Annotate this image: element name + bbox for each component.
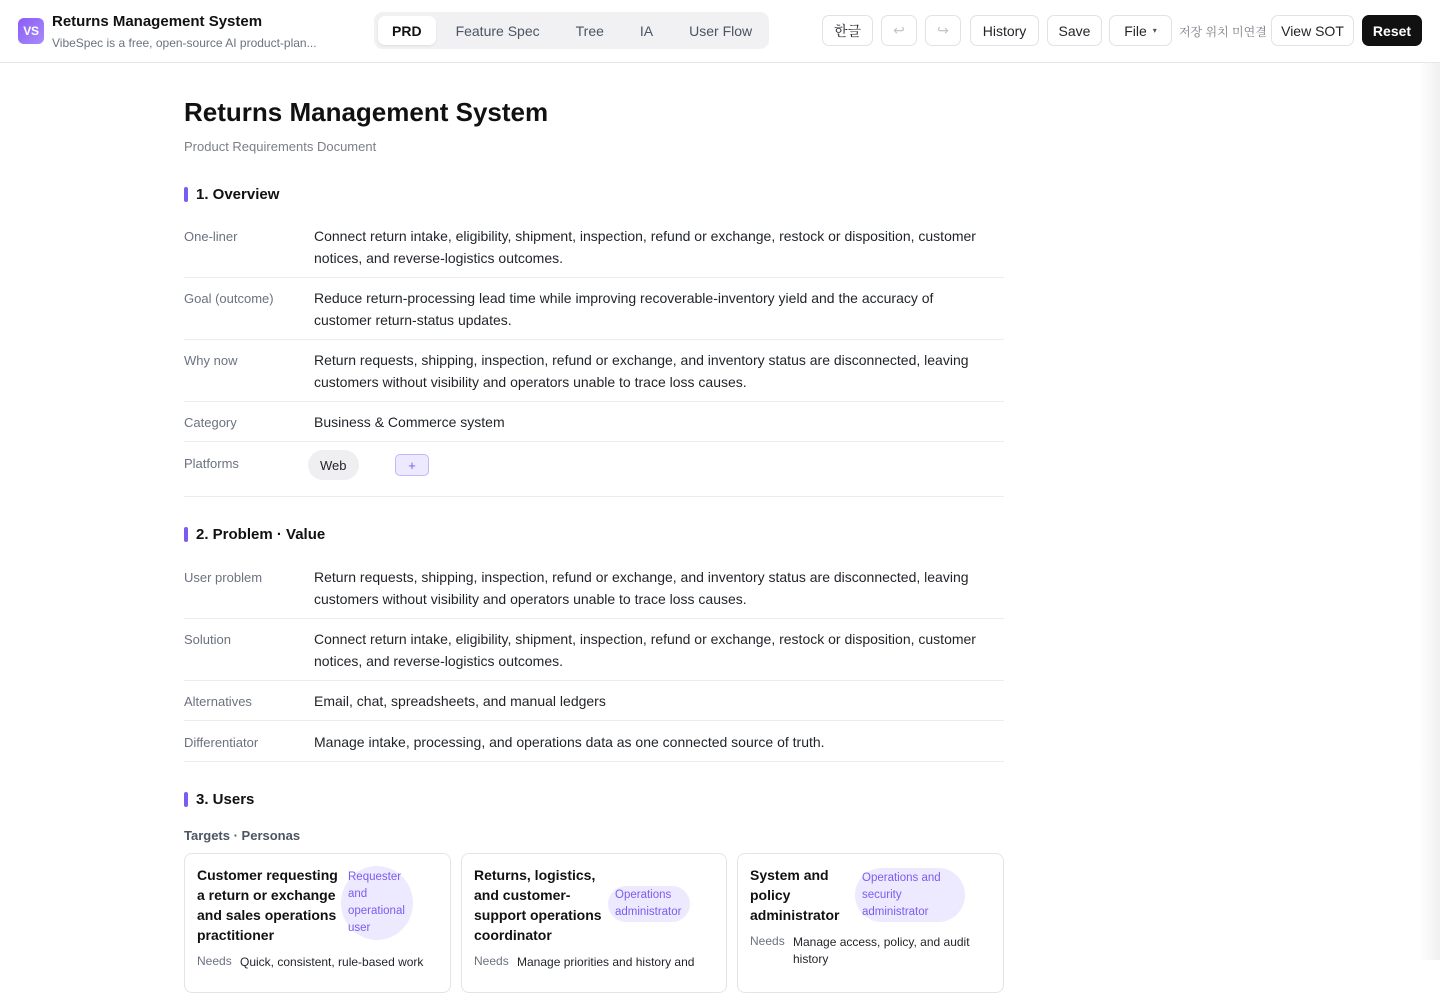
field-row-goal (184, 291, 1004, 340)
persona-name: System and policy administrator (750, 867, 840, 923)
field-row-category (184, 415, 1004, 442)
persona-needs-value: Manage access, policy, and audit history (793, 935, 970, 966)
undo-button[interactable] (881, 15, 917, 46)
chevron-down-icon: ▾ (1152, 26, 1157, 35)
history-button[interactable]: History (970, 15, 1039, 46)
field-value[interactable]: Email, chat, spreadsheets, and manual ledgers (314, 693, 606, 709)
document-subtitle: Product Requirements Document (184, 139, 377, 154)
field-row-user-problem (184, 570, 1004, 619)
persona-card[interactable] (184, 853, 451, 993)
field-label: Platforms (184, 456, 239, 471)
persona-role-badge: Operations and security administrator (855, 868, 965, 922)
field-label: Solution (184, 632, 231, 647)
field-row-why-now (184, 353, 1004, 402)
field-value[interactable]: Return requests, shipping, inspection, refund or exchange, and inventory status are disconnected, leaving customers without visibility and operators unable to trace loss causes. (314, 569, 969, 607)
app-subtitle: VibeSpec is a free, open-source AI product-plan... (52, 36, 317, 50)
field-label: Goal (outcome) (184, 291, 274, 306)
persona-name: Customer requesting a return or exchange and sales operations practitioner (197, 867, 338, 943)
field-row-alternatives (184, 694, 1004, 721)
app-logo: VS (18, 18, 44, 44)
persona-needs-label: Needs (750, 934, 785, 948)
section-problem-title: 2. Problem · Value (184, 526, 325, 543)
tab-prd[interactable]: PRD (378, 16, 436, 45)
app-title: Returns Management System (52, 13, 263, 30)
reset-button[interactable]: Reset (1362, 15, 1422, 46)
file-menu-label: File (1124, 22, 1147, 39)
platform-chip[interactable]: Web (308, 450, 359, 480)
persona-name: Returns, logistics, and customer-support operations coordinator (474, 867, 602, 943)
field-row-solution (184, 632, 1004, 681)
view-sot-button[interactable]: View SOT (1271, 15, 1354, 46)
tab-tree[interactable]: Tree (575, 22, 604, 39)
field-label: Alternatives (184, 694, 252, 709)
field-label: Why now (184, 353, 238, 368)
persona-needs-value: Manage priorities and history and (517, 955, 695, 969)
field-value[interactable]: Business & Commerce system (314, 414, 505, 430)
save-location-status: 저장 위치 미연결 (1179, 25, 1267, 39)
redo-button[interactable] (925, 15, 961, 46)
redo-icon: ↪ (937, 22, 949, 38)
field-value[interactable]: Return requests, shipping, inspection, refund or exchange, and inventory status are disconnected, leaving customers without visibility and operators unable to trace loss causes. (314, 352, 969, 390)
targets-personas-label: Targets · Personas (184, 828, 301, 843)
tab-feature-spec[interactable]: Feature Spec (455, 22, 540, 39)
field-row-one-liner (184, 229, 1004, 278)
section-overview-title: 1. Overview (184, 186, 279, 203)
persona-role-badge: Requester and operational user (341, 866, 413, 940)
persona-card[interactable] (737, 853, 1004, 993)
field-label: Differentiator (184, 735, 259, 750)
persona-needs-value: Quick, consistent, rule-based work (240, 955, 424, 969)
field-value[interactable]: Connect return intake, eligibility, shipment, inspection, refund or exchange, restock or disposition, customer notices, and reverse-logistics outcomes. (314, 228, 976, 266)
field-row-differentiator (184, 735, 1004, 762)
persona-role-badge: Operations administrator (608, 886, 690, 922)
section-users-title: 3. Users (184, 791, 254, 808)
persona-needs-label: Needs (474, 954, 509, 968)
persona-card[interactable] (461, 853, 727, 993)
app-header (0, 0, 1440, 63)
file-menu-button[interactable] (1109, 15, 1172, 46)
language-toggle-button[interactable]: 한글 (822, 15, 873, 46)
field-label: One-liner (184, 229, 238, 244)
view-tabs (374, 12, 769, 49)
save-button[interactable]: Save (1047, 15, 1102, 46)
field-value[interactable]: Connect return intake, eligibility, shipment, inspection, refund or exchange, restock or disposition, customer notices, and reverse-logistics outcomes. (314, 631, 976, 669)
tab-user-flow[interactable]: User Flow (689, 22, 753, 39)
add-platform-button[interactable]: + (395, 454, 429, 476)
field-value[interactable]: Manage intake, processing, and operations data as one connected source of truth. (314, 734, 825, 750)
undo-icon: ↩ (893, 22, 905, 38)
field-label: Category (184, 415, 237, 430)
field-value[interactable]: Reduce return-processing lead time while improving recoverable-inventory yield and the accuracy of customer return-status updates. (314, 290, 934, 328)
scroll-edge-shadow (1418, 63, 1440, 960)
field-label: User problem (184, 570, 263, 585)
tab-ia[interactable]: IA (639, 22, 654, 39)
persona-needs-label: Needs (197, 954, 232, 968)
document-title: Returns Management System (184, 97, 549, 127)
field-row-platforms (184, 456, 1004, 497)
